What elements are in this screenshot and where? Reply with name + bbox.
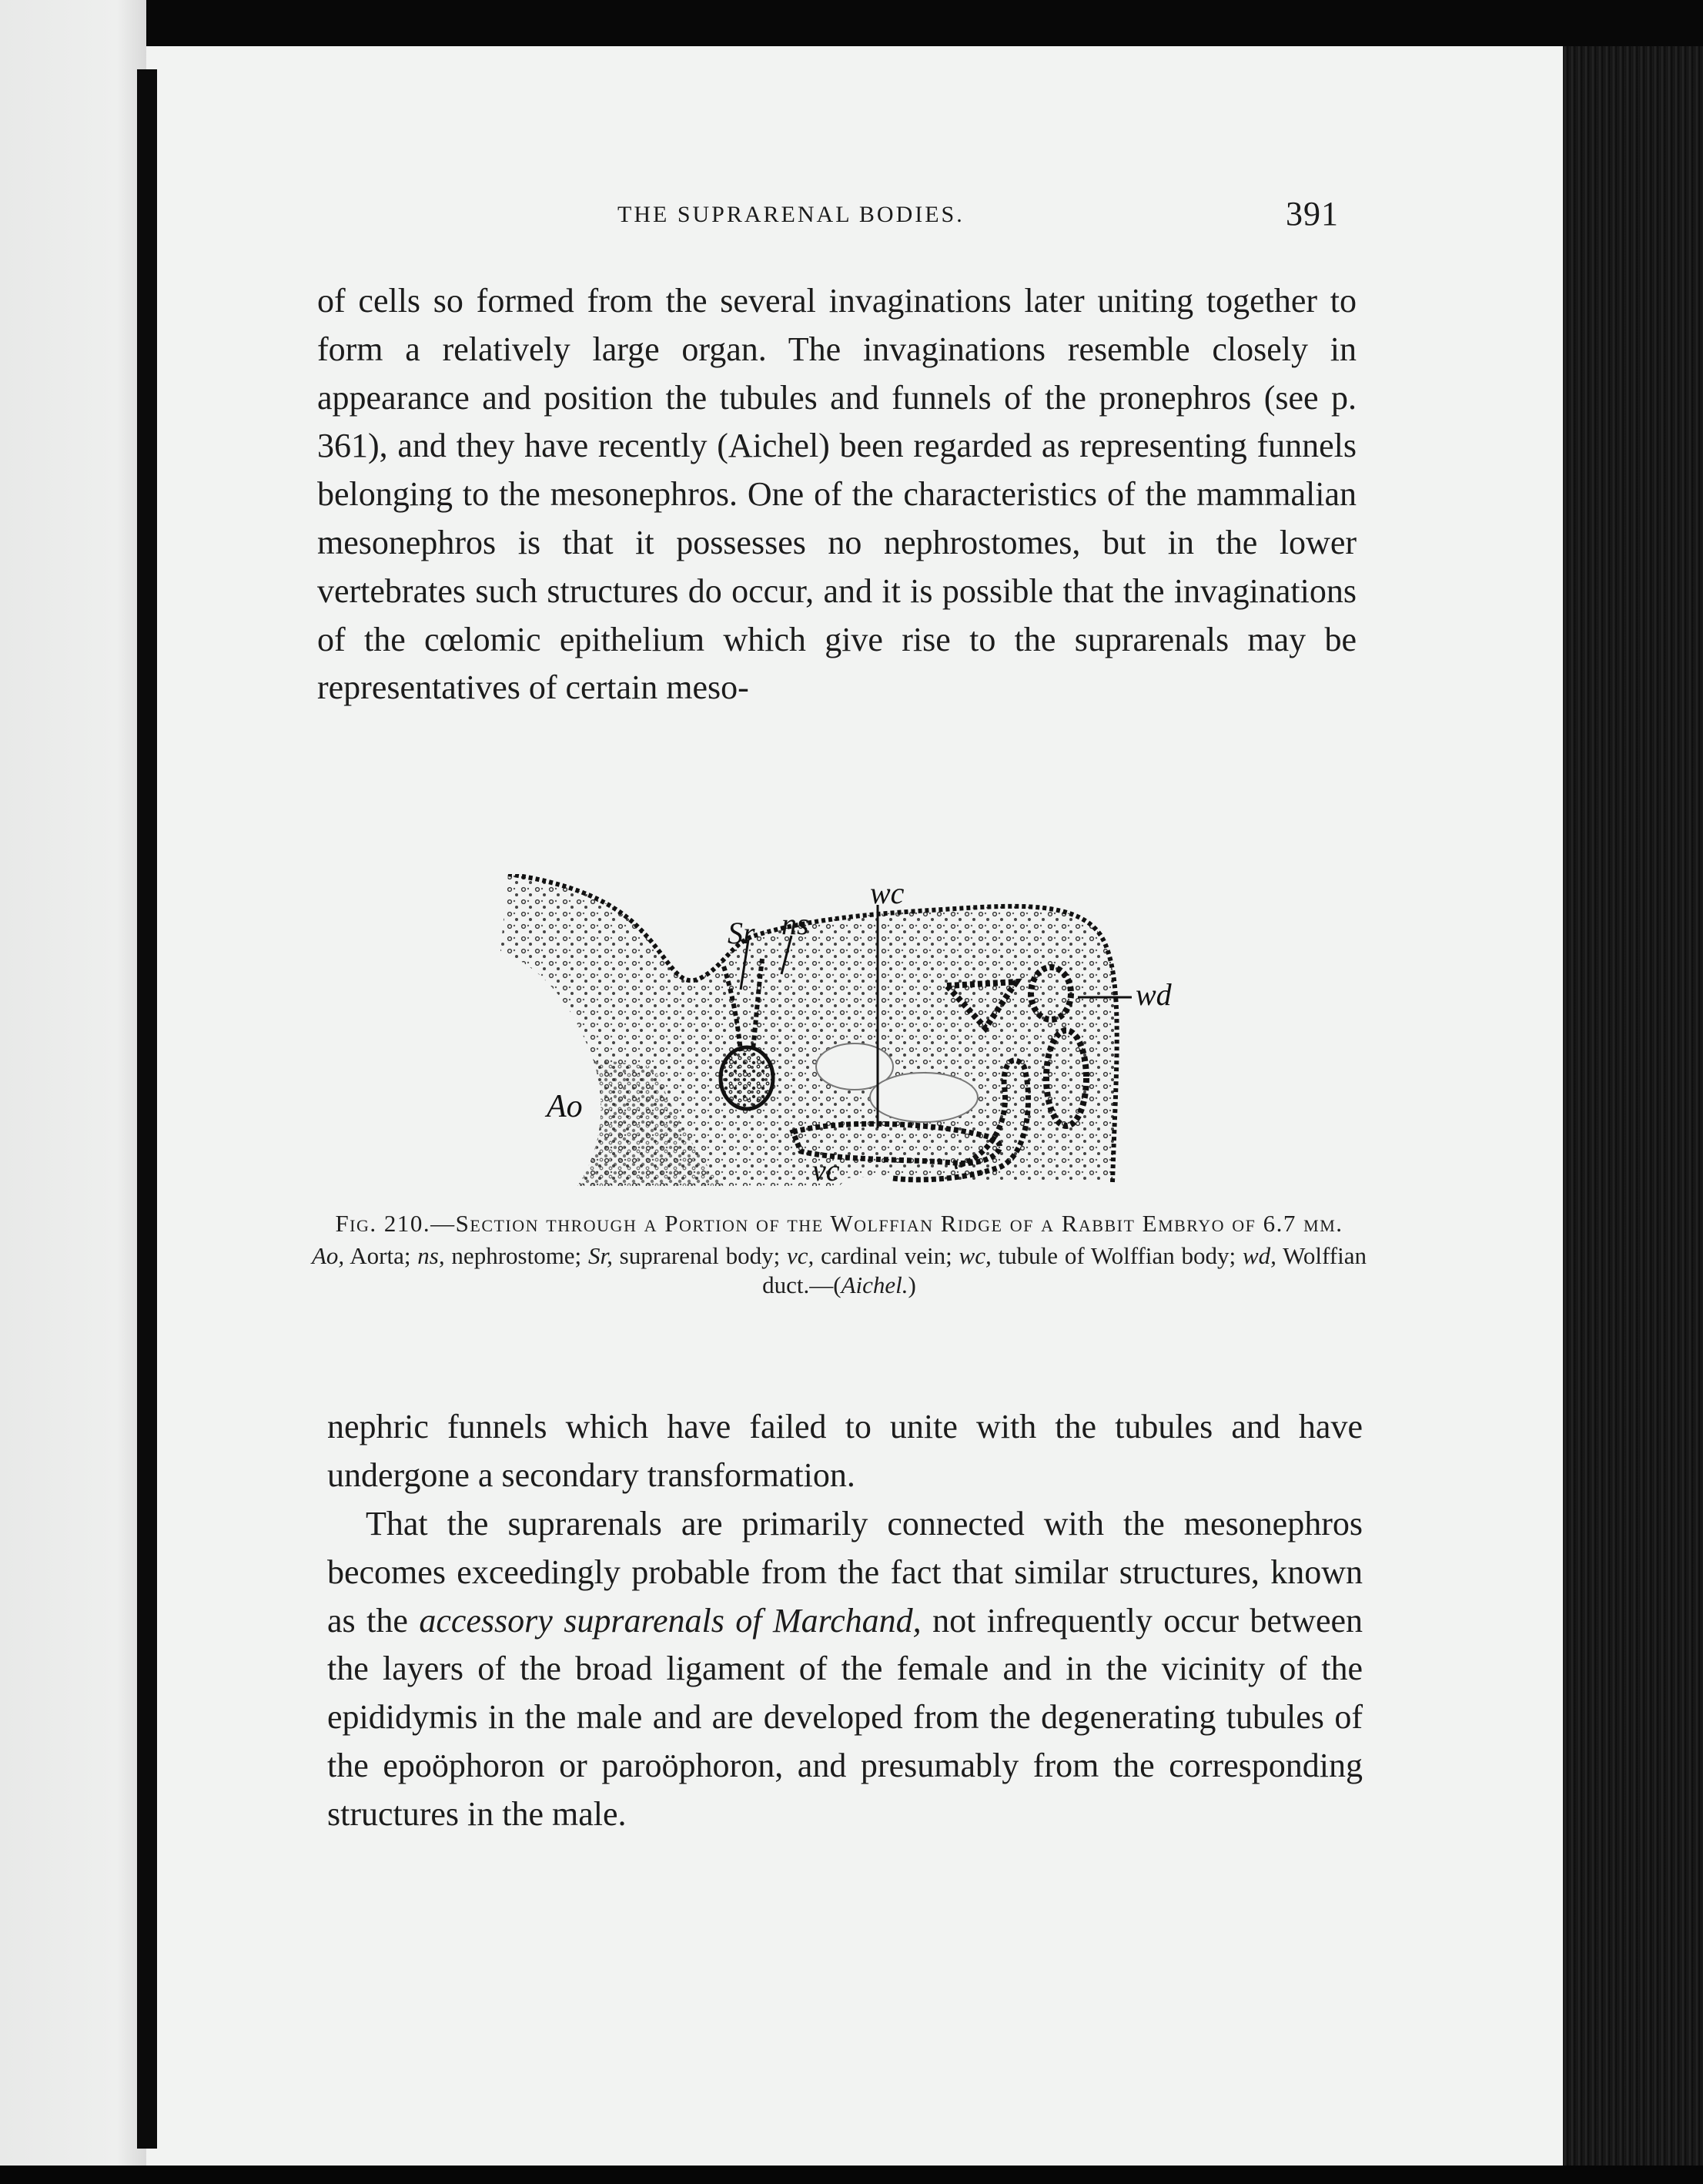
paragraph-3-part1: That the suprarenals are primarily connected with the mesonephros becomes exceedingly probable from the fact that similar structures, known as the [327,1505,1363,1640]
legend-credit: Aichel. [841,1271,908,1298]
legend-ao-abbr: Ao, [312,1242,345,1269]
scan-top-edge [0,0,1703,48]
label-vc: vc [812,1153,840,1187]
legend-ns-text: nephrostome; [444,1242,588,1269]
page-stack-edge [1563,46,1703,2184]
legend-wd-abbr: wd, [1242,1242,1276,1269]
legend-ao-text: Aorta; [344,1242,418,1269]
legend-wd-text: Wolffian duct.—( [762,1242,1367,1298]
page-number: 391 [1286,195,1339,233]
caption-legend [312,1241,1367,1300]
legend-close: ) [908,1271,916,1298]
wolffian-ridge-illustration [493,874,1201,1198]
paragraph-2: nephric funnels which have failed to unite with the tubules and have undergone a secondary transformation. [327,1408,1363,1494]
scan-bottom-edge [0,2166,1703,2184]
facing-page-edge [0,0,146,2184]
legend-vc-abbr: vc, [787,1242,815,1269]
legend-wc-text: tubule of Wolffian body; [991,1242,1243,1269]
caption-title: Fig. 210.—Section through a Portion of the Wolffian Ridge of a Rabbit Embryo of 6.7 mm. [335,1210,1343,1237]
label-ns: ns [781,906,809,941]
label-wd: wd [1136,977,1172,1012]
legend-vc-text: cardinal vein; [814,1242,959,1269]
suprarenal-body [721,1047,773,1109]
label-sr: Sr [728,916,755,950]
label-ao: Ao [547,1089,583,1124]
legend-sr-text: suprarenal body; [612,1242,788,1269]
legend-sr-abbr: Sr, [587,1242,613,1269]
paragraph-3 [327,1500,1363,1939]
book-spine [137,69,157,2149]
legend-wc-abbr: wc, [959,1242,992,1269]
figure-210 [493,874,1201,1198]
label-wc: wc [870,876,905,910]
paragraph-1: of cells so formed from the several invaginations later uniting together to form a relatively large organ. The invaginations resemble closely in appearance and position the tubules and funnels of the pronephros (see p. 361), and they have recently (Aichel) been regarded as representing funnels belonging to the mesonephros. One of the characteristics of the mammalian mesonephros is that it possesses no nephrostomes, but in the lower vertebrates such structures do occur, and it is possible that the invaginations of the cœlomic epithelium which give rise to the suprarenals may be representatives of certain meso- [317,282,1357,707]
figure-caption [312,1211,1367,1300]
paragraph-3-part2: not infrequently occur between the layers of the broad ligament of the female and in the vicinity of the epididymis in the male and are developed from the degenerating tubules of the epoöphoron or paroöphoron, and presumably from the corresponding structures in the male. [327,1601,1363,1833]
legend-ns-abbr: ns, [417,1242,445,1269]
running-head-title: THE SUPRARENAL BODIES. [617,202,965,227]
paragraph-3-italic: accessory suprarenals of Marchand, [419,1601,922,1640]
